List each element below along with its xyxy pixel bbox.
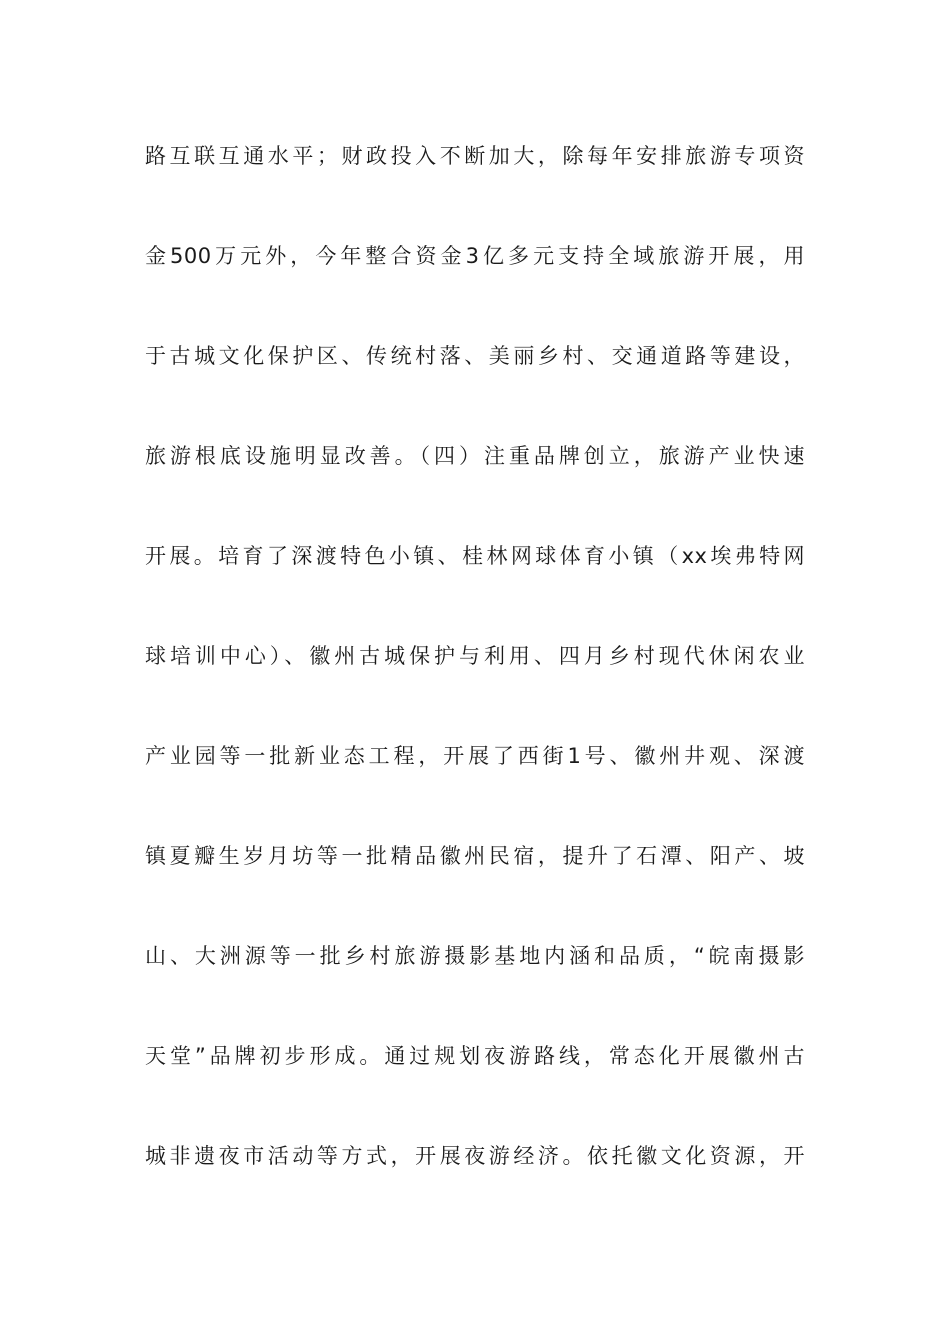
- text-line-8: 镇夏瓣生岁月坊等一批精品徽州民宿，提升了石潭、阳产、坡: [145, 844, 805, 868]
- text-line-6: 球培训中心）、徽州古城保护与利用、四月乡村现代休闲农业: [145, 644, 805, 668]
- text-line-10: 天堂”品牌初步形成。通过规划夜游路线，常态化开展徽州古: [145, 1044, 805, 1068]
- text-line-9: 山、大洲源等一批乡村旅游摄影基地内涵和品质，“皖南摄影: [145, 944, 805, 968]
- text-line-2: 金500万元外，今年整合资金3亿多元支持全域旅游开展，用: [145, 244, 805, 268]
- text-line-7: 产业园等一批新业态工程，开展了西街1号、徽州井观、深渡: [145, 744, 805, 768]
- text-line-5: 开展。培育了深渡特色小镇、桂林网球体育小镇（xx埃弗特网: [145, 544, 805, 568]
- text-line-1: 路互联互通水平；财政投入不断加大，除每年安排旅游专项资: [145, 144, 805, 168]
- text-line-11: 城非遗夜市活动等方式，开展夜游经济。依托徽文化资源，开: [145, 1144, 805, 1168]
- body-text: [145, 126, 805, 1226]
- text-line-3: 于古城文化保护区、传统村落、美丽乡村、交通道路等建设，: [145, 344, 805, 368]
- text-line-4: 旅游根底设施明显改善。（四）注重品牌创立，旅游产业快速: [145, 444, 805, 468]
